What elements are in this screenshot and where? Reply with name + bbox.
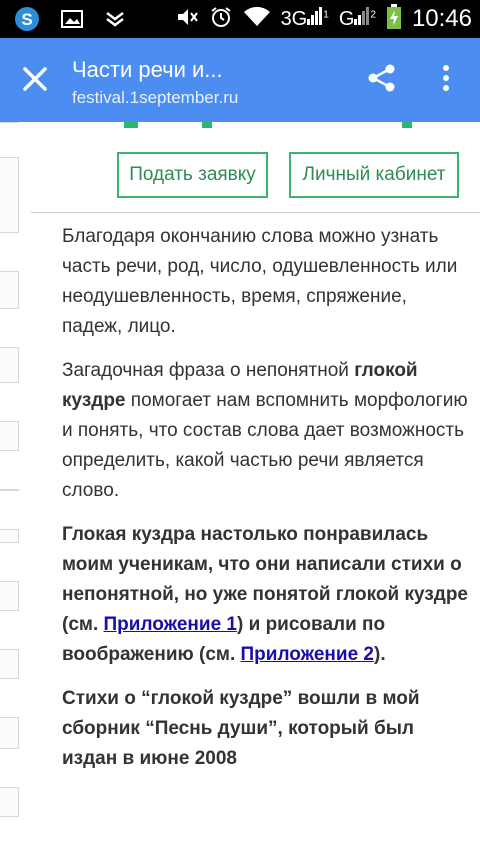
paragraph: Благодаря окончанию слова можно узнать часть речи, род, число, одушевленность или неодушевленность, время, спряжение, падеж, лицо.	[62, 226, 458, 337]
sidebar-strip	[0, 122, 19, 854]
share-button[interactable]	[362, 60, 402, 100]
custom-tab-toolbar	[0, 38, 480, 122]
alarm-icon	[209, 5, 233, 34]
paragraph: Стихи о “глокой куздре” вошли в мой сборник “Песнь души”, который был издан в июне 2008	[62, 688, 420, 769]
personal-cabinet-button[interactable]: Личный кабинет	[289, 152, 459, 198]
sidebar-cell	[0, 610, 19, 650]
divider	[31, 212, 480, 213]
close-button[interactable]	[14, 60, 56, 102]
svg-text:S: S	[21, 10, 33, 29]
sidebar-cell	[0, 450, 19, 490]
network-label-3g: 3G $^1$	[280, 8, 329, 30]
sidebar-cell	[0, 490, 19, 530]
skype-icon	[14, 6, 40, 37]
network-label-g: G $^2$	[338, 8, 376, 30]
sidebar-cell	[0, 382, 19, 422]
sidebar-cell	[0, 816, 19, 854]
article-body	[62, 222, 472, 788]
gallery-icon	[60, 8, 84, 35]
appendix-2-link[interactable]: Приложение 2	[240, 644, 374, 665]
download-icon	[104, 8, 126, 35]
logo-fragment	[124, 122, 138, 128]
clock: 10:46	[411, 5, 472, 32]
status-bar	[0, 0, 480, 38]
share-icon	[367, 63, 397, 98]
mute-icon	[175, 5, 199, 34]
paragraph: Глокая куздра настолько понравилась моим ученикам, что они написали стихи о непонятной, но уже понятой глокой куздре (см. Приложение 1) и рисовали по воображению (см. Приложение 2).	[62, 524, 468, 665]
sidebar-cell	[0, 122, 19, 158]
sidebar-cell	[0, 748, 19, 788]
logo-fragment	[202, 122, 212, 128]
page-url: festival.1september.ru	[72, 88, 239, 107]
web-page[interactable]	[0, 122, 480, 854]
wifi-icon	[243, 6, 271, 33]
sidebar-cell	[0, 308, 19, 348]
sidebar-cell	[0, 232, 19, 272]
sidebar-cell	[0, 542, 19, 582]
page-title: Части речи и...	[72, 57, 223, 82]
battery-icon	[386, 4, 402, 35]
logo-fragment	[402, 122, 412, 128]
apply-button[interactable]: Подать заявку	[117, 152, 268, 198]
more-vert-icon	[442, 64, 450, 97]
appendix-1-link[interactable]: Приложение 1	[103, 614, 237, 635]
bold-phrase: глокой куздре	[62, 360, 418, 411]
sidebar-cell	[0, 678, 19, 718]
close-icon	[22, 66, 48, 97]
paragraph: Загадочная фраза о непонятной глокой куздре помогает нам вспомнить морфологию и понять, что состав слова дает возможность определить, какой частью речи является слово.	[62, 360, 468, 501]
overflow-menu-button[interactable]	[428, 60, 464, 100]
